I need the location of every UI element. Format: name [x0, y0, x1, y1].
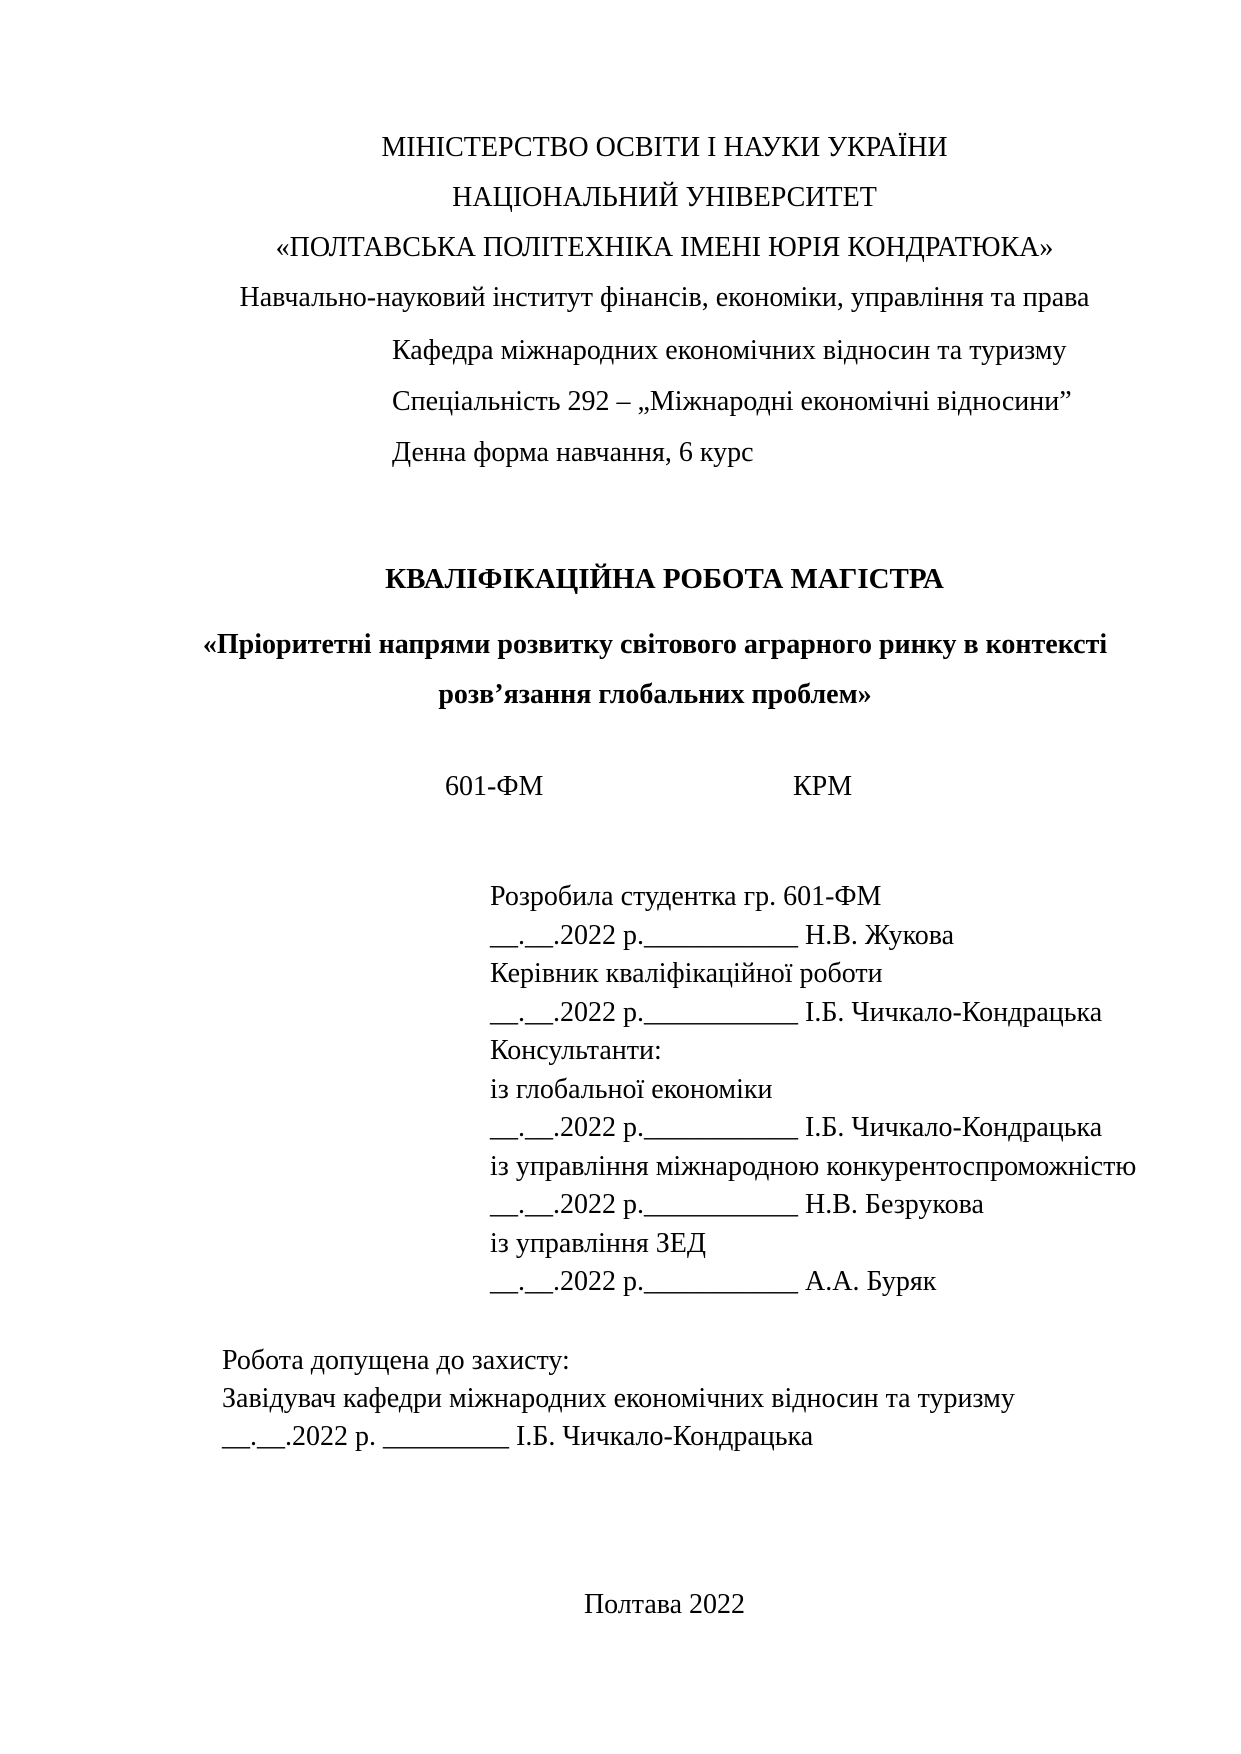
codes-row — [177, 770, 1152, 804]
work-title-line-2: розв’язання глобальних проблем» — [438, 679, 872, 710]
signature-line-consultant-2-sign: __.__.2022 р.___________ Н.В. Безрукова — [490, 1189, 984, 1220]
signature-line-consultants: Консультанти: — [490, 1035, 662, 1066]
study-form-line: Денна форма навчання, 6 курс — [392, 437, 754, 468]
work-code: КРМ — [793, 771, 853, 802]
signature-line-developer: Розробила студентка гр. 601-ФМ — [490, 881, 882, 912]
signature-line-consultant-2: із управління міжнародною конкурентоспроможністю — [490, 1150, 1137, 1182]
signature-line-developer-sign: __.__.2022 р.___________ Н.В. Жукова — [490, 919, 955, 951]
admission-head-line: Завідувач кафедри міжнародних економічних відносин та туризму — [222, 1383, 1015, 1414]
admission-block — [222, 1342, 1015, 1456]
signature-line-supervisor: Керівник кваліфікаційної роботи — [490, 958, 883, 989]
specialty-line: Спеціальність 292 – „Міжнародні економічні відносини” — [392, 386, 1072, 417]
signature-block — [490, 878, 1136, 1302]
signature-line-supervisor-sign: __.__.2022 р.___________ І.Б. Чичкало-Кондрацька — [490, 996, 1103, 1028]
signature-line-consultant-1-sign: __.__.2022 р.___________ І.Б. Чичкало-Кондрацька — [490, 1112, 1103, 1143]
university-name-line: «ПОЛТАВСЬКА ПОЛІТЕХНІКА ІМЕНІ ЮРІЯ КОНДРАТЮКА» — [275, 232, 1054, 263]
work-title — [135, 620, 1175, 720]
group-code: 601-ФМ — [445, 771, 544, 802]
signature-line-consultant-3: із управління ЗЕД — [490, 1227, 706, 1259]
signature-line-consultant-3-sign: __.__.2022 р.___________ А.А. Буряк — [490, 1266, 937, 1297]
ministry-line: МІНІСТЕРСТВО ОСВІТИ І НАУКИ УКРАЇНИ — [381, 132, 948, 163]
ministry-header — [177, 123, 1152, 323]
admission-sign-line: __.__.2022 р. _________ І.Б. Чичкало-Кондрацька — [222, 1421, 814, 1452]
signature-line-consultant-1: із глобальної економіки — [490, 1073, 773, 1105]
footer-city-year: Полтава 2022 — [583, 1589, 746, 1620]
program-info — [392, 325, 1072, 478]
admission-line: Робота допущена до захисту: — [222, 1345, 570, 1376]
institute-line: Навчально-науковий інститут фінансів, економіки, управління та права — [239, 282, 1090, 313]
department-line: Кафедра міжнародних економічних відносин та туризму — [392, 335, 1067, 366]
work-title-line-1: «Пріоритетні напрями розвитку світового аграрного ринку в контексті — [202, 629, 1108, 660]
university-line: НАЦІОНАЛЬНИЙ УНІВЕРСИТЕТ — [452, 182, 877, 213]
work-type-heading: КВАЛІФІКАЦІЙНА РОБОТА МАГІСТРА — [385, 563, 944, 595]
